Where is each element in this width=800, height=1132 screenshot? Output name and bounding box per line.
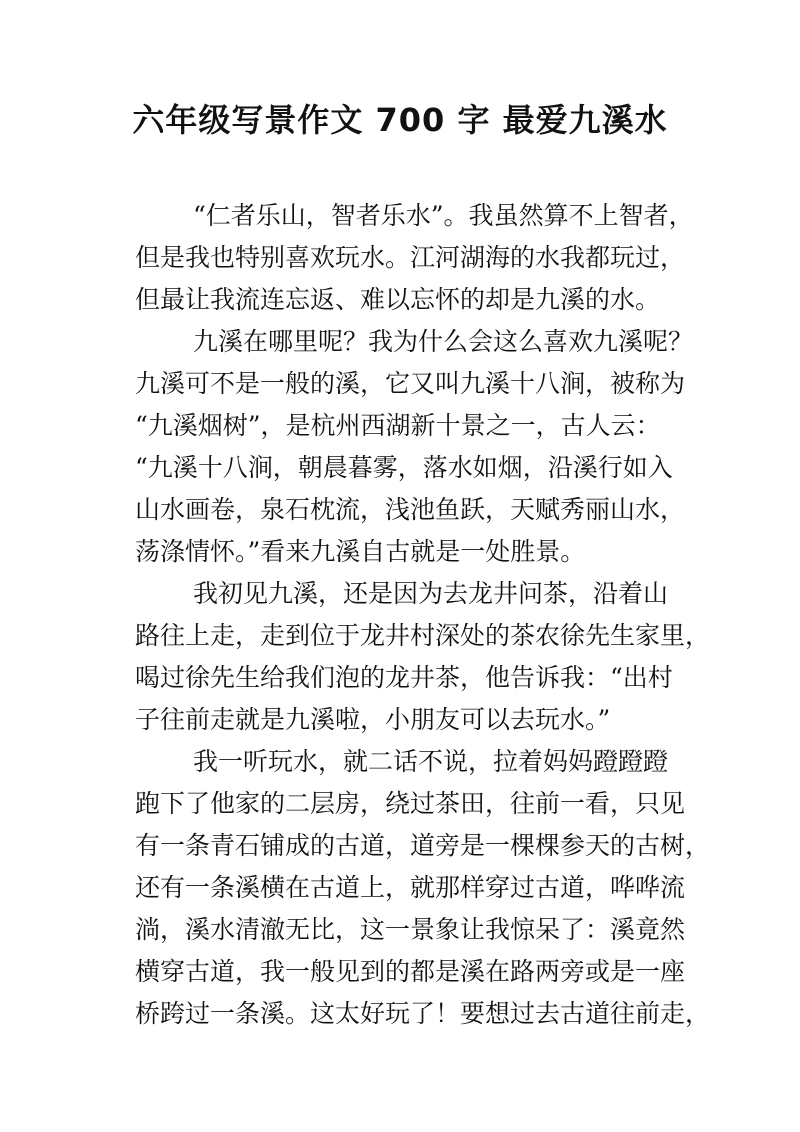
- paragraph-2-line-5: 山水画卷，泉石枕流，浅池鱼跃，天赋秀丽山水，: [135, 495, 686, 524]
- paragraph-2-line-6: 荡涤情怀。”看来九溪自古就是一处胜景。: [135, 537, 586, 566]
- paragraph-4-line-5: 淌，溪水清澈无比，这一景象让我惊呆了：溪竟然: [135, 915, 686, 944]
- paragraph-3-line-2: 路往上走，走到位于龙井村深处的茶农徐先生家里，: [135, 621, 711, 650]
- paragraph-4-line-3: 有一条青石铺成的古道，道旁是一棵棵参天的古树，: [135, 831, 711, 860]
- document-body: [135, 195, 711, 1035]
- paragraph-3-line-3: 喝过徐先生给我们泡的龙井茶，他告诉我：“出村: [135, 663, 673, 692]
- paragraph-3-line-1: 我初见九溪，还是因为去龙井问茶，沿着山: [193, 579, 669, 608]
- paragraph-2-line-3: “九溪烟树”，是杭州西湖新十景之一，古人云：: [135, 411, 661, 440]
- paragraph-3-line-4: 子往前走就是九溪啦，小朋友可以去玩水。”: [135, 705, 611, 734]
- paragraph-4-line-4: 还有一条溪横在古道上，就那样穿过古道，哗哗流: [135, 873, 686, 902]
- paragraph-4-line-1: 我一听玩水，就二话不说，拉着妈妈蹬蹬蹬: [193, 747, 669, 776]
- paragraph-1-line-1: “仁者乐山，智者乐水”。我虽然算不上智者，: [193, 201, 694, 230]
- paragraph-4-line-7: 桥跨过一条溪。这太好玩了！要想过去古道往前走，: [135, 999, 711, 1028]
- paragraph-2-line-1: 九溪在哪里呢？我为什么会这么喜欢九溪呢？: [193, 327, 694, 356]
- paragraph-4-line-6: 横穿古道，我一般见到的都是溪在路两旁或是一座: [135, 957, 686, 986]
- paragraph-1-line-2: 但是我也特别喜欢玩水。江河湖海的水我都玩过，: [135, 243, 686, 272]
- paragraph-4-line-2: 跑下了他家的二层房，绕过茶田，往前一看，只见: [135, 789, 686, 818]
- paragraph-2-line-2: 九溪可不是一般的溪，它又叫九溪十八涧，被称为: [135, 369, 686, 398]
- paragraph-1-line-3: 但最让我流连忘返、难以忘怀的却是九溪的水。: [135, 285, 661, 314]
- document-title: 六年级写景作文 700 字 最爱九溪水: [132, 101, 668, 139]
- paragraph-2-line-4: “九溪十八涧，朝晨暮雾，落水如烟，沿溪行如入: [135, 453, 673, 482]
